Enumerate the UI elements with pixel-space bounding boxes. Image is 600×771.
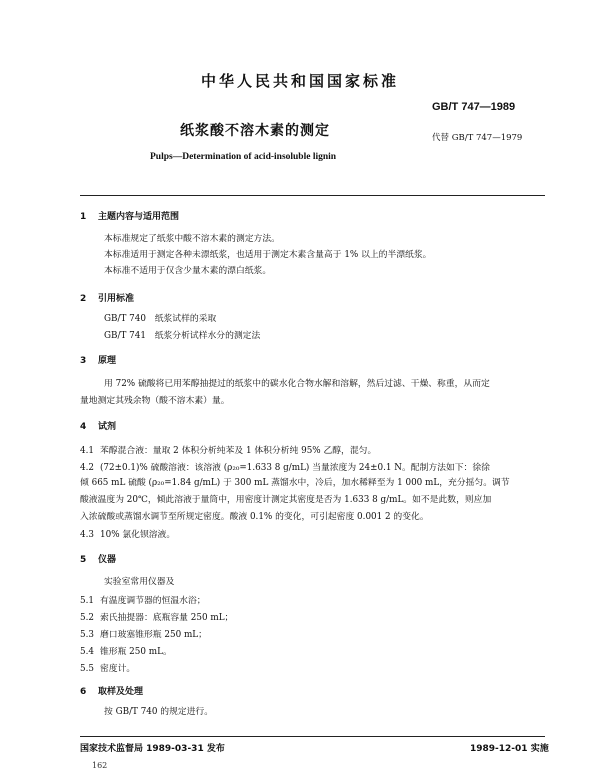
apparatus-item bbox=[80, 610, 233, 623]
item-text: 有温度调节器的恒温水浴； bbox=[100, 596, 206, 606]
section-number: 2 bbox=[80, 294, 87, 304]
section-2-heading bbox=[80, 291, 134, 304]
item-number: 4.1 bbox=[80, 446, 94, 456]
section-1-line: 本标准规定了纸浆中酸不溶木素的测定方法。 bbox=[104, 234, 280, 244]
section-title: 仪器 bbox=[98, 555, 117, 565]
section-number: 4 bbox=[80, 422, 87, 432]
item-number: 5.3 bbox=[80, 630, 94, 640]
item-text: 磨口玻塞锥形瓶 250 mL； bbox=[100, 630, 207, 640]
standard-type-title: 中华人民共和国国家标准 bbox=[200, 72, 399, 90]
section-1-line: 本标准不适用于仅含少量木素的漂白纸浆。 bbox=[104, 266, 272, 276]
effective-date: 1989-12-01 实施 bbox=[470, 744, 549, 754]
item-text: 索氏抽提器：底瓶容量 250 mL； bbox=[100, 613, 234, 623]
reference-item: GB/T 740 纸浆试样的采取 bbox=[104, 314, 217, 324]
apparatus-item bbox=[80, 627, 207, 640]
item-number: 5.1 bbox=[80, 596, 94, 606]
section-3-line: 量地测定其残余物（酸不溶木素）量。 bbox=[80, 396, 230, 406]
reagent-item-4-2-line: 入浓硫酸或蒸馏水调节至所规定密度。酸液 0.1% 的变化，可引起密度 0.001 2 的变化。 bbox=[80, 512, 429, 522]
reagent-item-4-1 bbox=[80, 443, 376, 456]
section-3-line: 用 72% 硫酸将已用苯醇抽提过的纸浆中的碳水化合物水解和溶解，然后过滤、干燥、称重，从而定 bbox=[104, 379, 490, 389]
replaces-note: 代替 GB/T 747—1979 bbox=[432, 133, 523, 143]
header-divider bbox=[80, 195, 545, 196]
section-6-line: 按 GB/T 740 的规定进行。 bbox=[104, 707, 214, 717]
section-number: 1 bbox=[80, 212, 87, 222]
section-3-heading bbox=[80, 353, 116, 366]
footer-divider bbox=[80, 736, 545, 737]
section-4-heading bbox=[80, 419, 116, 432]
item-number: 4.3 bbox=[80, 530, 94, 540]
section-title: 原理 bbox=[98, 356, 117, 366]
section-1-heading bbox=[80, 209, 179, 222]
item-text: 密度计。 bbox=[100, 664, 136, 674]
reagent-item-4-2 bbox=[80, 460, 490, 473]
document-title: 纸浆酸不溶木素的测定 bbox=[180, 123, 330, 139]
reagent-item-4-3 bbox=[80, 527, 175, 540]
apparatus-intro: 实验室常用仪器及 bbox=[104, 577, 175, 587]
item-text: (72±0.1)% 硫酸溶液：该溶液 (ρ₂₀=1.633 8 g/mL) 当量浓度为 24±0.1 N。配制方法如下：徐徐 bbox=[100, 463, 490, 473]
section-title: 试剂 bbox=[98, 422, 117, 432]
issue-date: 国家技术监督局 1989-03-31 发布 bbox=[80, 744, 225, 754]
section-6-heading bbox=[80, 684, 143, 697]
english-title: Pulps—Determination of acid-insoluble lignin bbox=[150, 152, 337, 162]
item-number: 5.5 bbox=[80, 664, 94, 674]
section-title: 引用标准 bbox=[98, 294, 135, 304]
reference-item: GB/T 741 纸浆分析试样水分的测定法 bbox=[104, 331, 261, 341]
item-number: 5.2 bbox=[80, 613, 94, 623]
section-title: 主题内容与适用范围 bbox=[98, 212, 180, 222]
section-title: 取样及处理 bbox=[98, 687, 144, 697]
apparatus-item bbox=[80, 644, 172, 657]
section-number: 5 bbox=[80, 555, 87, 565]
reagent-item-4-2-line: 倾 665 mL 硫酸 (ρ₂₀=1.84 g/mL) 于 300 mL 蒸馏水中，冷后，加水稀释至为 1 000 mL，充分摇匀。调节 bbox=[80, 478, 510, 488]
page-number: 162 bbox=[92, 761, 108, 770]
section-number: 6 bbox=[80, 687, 87, 697]
section-number: 3 bbox=[80, 356, 87, 366]
section-1-line: 本标准适用于测定各种未漂纸浆，也适用于测定木素含量高于 1% 以上的半漂纸浆。 bbox=[104, 250, 432, 260]
item-number: 4.2 bbox=[80, 463, 94, 473]
apparatus-item bbox=[80, 661, 135, 674]
section-5-heading bbox=[80, 552, 116, 565]
apparatus-item bbox=[80, 593, 206, 606]
item-number: 5.4 bbox=[80, 647, 94, 657]
reagent-item-4-2-line: 酸液温度为 20℃，倾此溶液于量筒中，用密度计测定其密度是否为 1.633 8 g/mL。如不是此数，则应加 bbox=[80, 495, 492, 505]
standard-code: GB/T 747—1989 bbox=[432, 101, 516, 113]
item-text: 苯醇混合液：量取 2 体积分析纯苯及 1 体积分析纯 95% 乙醇，混匀。 bbox=[100, 446, 377, 456]
item-text: 10% 氯化钡溶液。 bbox=[100, 530, 176, 540]
item-text: 锥形瓶 250 mL。 bbox=[100, 647, 172, 657]
